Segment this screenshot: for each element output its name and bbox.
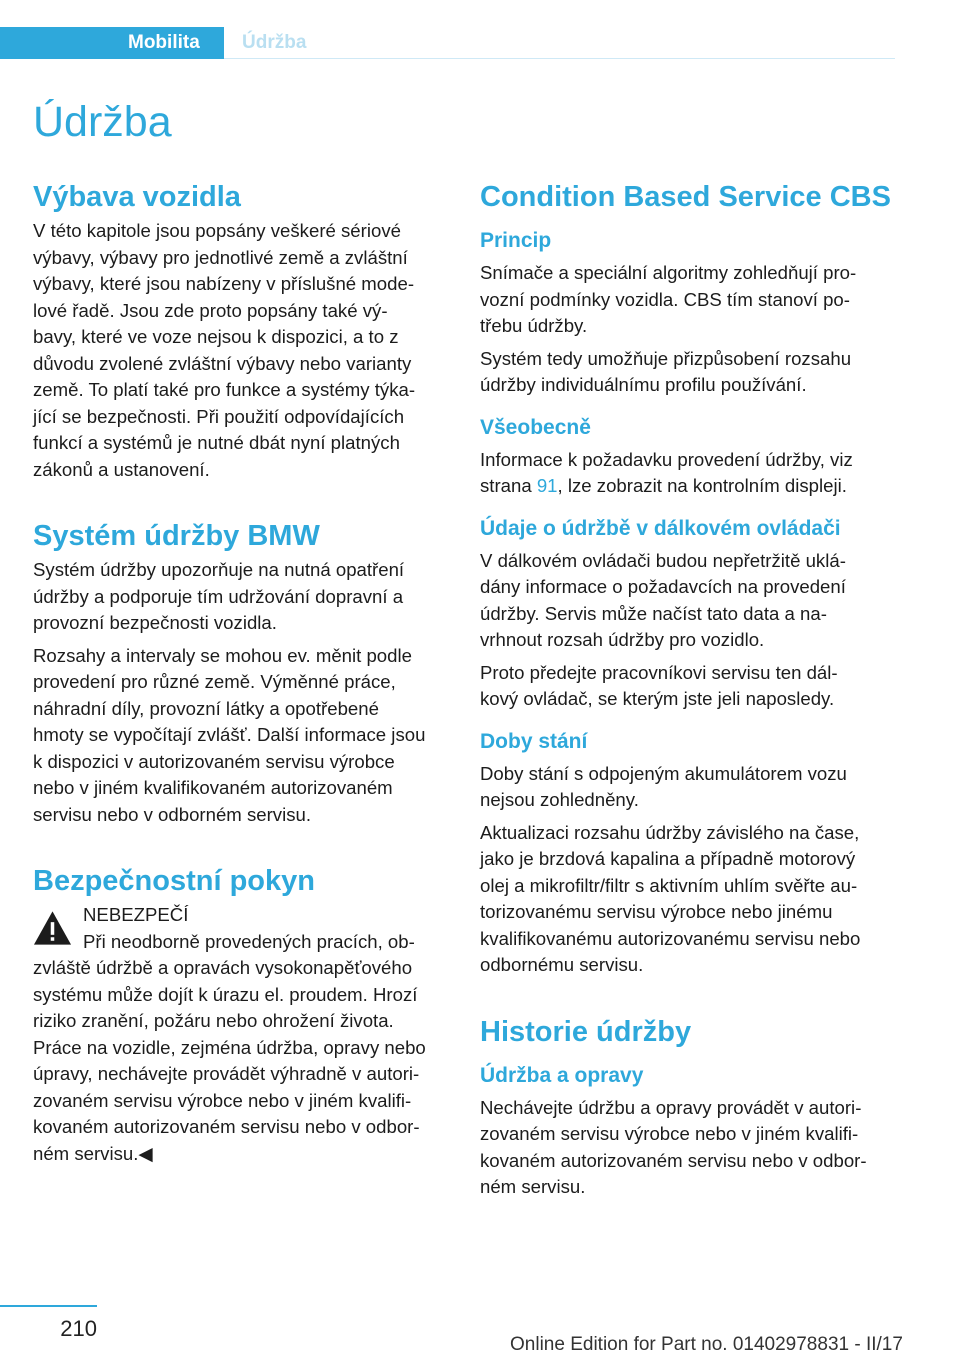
paragraph-doby-1 [480, 761, 895, 814]
text-line: riziko zranění, požáru nebo ohrožení života. [33, 1010, 394, 1031]
text-line: ném servisu. [480, 1176, 586, 1197]
text-line: kovaném autorizovaném servisu nebo v odbor‐ [480, 1149, 867, 1171]
text-line: zovaném servisu výrobce nebo v jiném kvalifi‐ [480, 1123, 859, 1144]
paragraph-vybava-vozidla [33, 218, 448, 483]
text-line: Rozsahy a intervaly se mohou ev. měnit podle [33, 644, 412, 666]
text-line: jící se bezpečnosti. Při použití odpovídajících [33, 405, 405, 427]
text-line: výbavy, které jsou nabízeny v příslušné mode‐ [33, 273, 415, 294]
warning-text [33, 955, 448, 1167]
text-line: funkcí a systémů je nutné dbát nyní platných [33, 432, 400, 453]
page-number: 210 [60, 1316, 97, 1341]
text-line: jako je brzdová kapalina a případně motorový [480, 848, 856, 869]
text-line: ném servisu.◀ [33, 1142, 153, 1164]
text-line: lové řadě. Jsou zde proto popsány také vý‐ [33, 299, 388, 321]
text-line: Systém údržby upozorňuje na nutná opatření [33, 559, 405, 580]
left-column [33, 182, 448, 1167]
paragraph-princip-2 [480, 346, 895, 399]
text-line: zákonů a ustanovení. [33, 458, 210, 480]
heading-vybava-vozidla: Výbava vozidla [33, 181, 241, 213]
text-line: strana [480, 475, 537, 496]
text-line: kovaném autorizovaném servisu nebo v odbor‐ [33, 1116, 420, 1137]
text-line: systému může dojít k úrazu el. proudem. Hrozí [33, 983, 418, 1005]
paragraph-system-udrzby-2 [33, 643, 448, 829]
paragraph-vseobecne [480, 447, 895, 500]
text-line: údržby individuálnímu profilu používání. [480, 374, 807, 395]
header-rule [224, 58, 895, 59]
text-line: kvalifikovanému autorizovanému servisu nebo [480, 927, 861, 949]
heading-system-udrzby: Systém údržby BMW [33, 520, 320, 552]
right-column [480, 182, 895, 1201]
warning-text-first-line: Při neodborně provedených pracích, ob‐ [83, 930, 415, 952]
text-line: Systém tedy umožňuje přizpůsobení rozsahu [480, 347, 852, 369]
text-line: Proto předejte pracovníkovi servisu ten dál‐ [480, 661, 838, 683]
text-line: Práce na vozidle, zejména údržba, opravy nebo [33, 1036, 426, 1058]
text-line: torizovanému servisu výrobce nebo jinému [480, 901, 833, 922]
heading-historie-udrzby: Historie údržby [480, 1015, 692, 1048]
text-line: důvodu zvolené zvláštní výbavy nebo varianty [33, 352, 412, 374]
text-line: olej a mikrofiltr/filtr s aktivním uhlím svěřte au‐ [480, 874, 858, 896]
text-line: údržby. Servis může načíst tato data a na‐ [480, 602, 827, 624]
paragraph-udaje-2 [480, 660, 895, 713]
paragraph-udaje-1 [480, 548, 895, 654]
heading-cbs: Condition Based Service CBS [480, 181, 891, 213]
text-line: V této kapitole jsou popsány veškeré sériové [33, 220, 401, 241]
text-line: provozní bezpečnosti vozidla. [33, 612, 277, 633]
heading-udaje-o-udrzbe: Údaje o údržbě v dálkovém ovládači [480, 516, 841, 540]
text-line: Doby stání s odpojeným akumulátorem vozu [480, 762, 847, 784]
text-line: odbornému servisu. [480, 954, 644, 975]
breadcrumb-section[interactable]: Údržba [242, 32, 307, 53]
text-line: nebo v jiném kvalifikovaném autorizovaném [33, 777, 393, 798]
paragraph-system-udrzby-1 [33, 557, 448, 637]
text-line: V dálkovém ovládači budou nepřetržitě uklá‐ [480, 549, 846, 571]
text-line: , lze zobrazit na kontrolním displeji. [557, 475, 847, 496]
text-line: Nechávejte údržbu a opravy provádět v autori‐ [480, 1096, 862, 1118]
footer-rule [0, 1305, 97, 1307]
text-line: zovaném servisu výrobce nebo v jiném kvalifi‐ [33, 1089, 412, 1111]
text-line: země. To platí také pro funkce a systémy týka‐ [33, 379, 416, 400]
text-line: provedení pro různé země. Výměnné práce, [33, 671, 396, 692]
text-line: kový ovládač, se kterým jste jeli naposledy. [480, 688, 835, 709]
paragraph-udrzba-a-opravy [480, 1095, 895, 1201]
text-line: zvláště údržbě a opravách vysokonapěťového [33, 957, 413, 978]
heading-doby-stani: Doby stání [480, 729, 588, 753]
text-line: k dispozici v autorizovaném servisu výrobce [33, 750, 395, 772]
text-line: servisu nebo v odborném servisu. [33, 803, 312, 825]
header-band [0, 27, 895, 59]
warning-triangle-icon [33, 910, 72, 946]
heading-bezpecnostni-pokyn: Bezpečnostní pokyn [33, 865, 315, 897]
text-line: hmoty se vypočítají zvlášť. Další informace jsou [33, 724, 426, 745]
text-line: vozní podmínky vozidla. CBS tím stanoví po‐ [480, 288, 850, 310]
text-line: Informace k požadavku provedení údržby, viz [480, 448, 853, 470]
footer-edition: Online Edition for Part no. 01402978831 - II/17 [510, 1334, 903, 1355]
text-line: Aktualizaci rozsahu údržby závislého na čase, [480, 821, 860, 843]
heading-udrzba-a-opravy: Údržba a opravy [480, 1063, 644, 1087]
heading-vseobecne: Všeobecně [480, 415, 591, 439]
text-line: údržby a podporuje tím udržování dopravní a [33, 585, 404, 607]
page-title: Údržba [33, 98, 172, 146]
text-line: výbavy, výbavy pro jednotlivé země a zvláštní [33, 246, 408, 268]
text-line: vrhnout rozsah údržby pro vozidlo. [480, 629, 765, 650]
text-line: třebu údržby. [480, 315, 588, 336]
text-line: nejsou zohledněny. [480, 789, 639, 810]
warning-title: NEBEZPEČÍ [83, 904, 189, 925]
text-line: bavy, které ve voze nejsou k dispozici, a to z [33, 326, 399, 347]
page-reference-link[interactable]: 91 [536, 475, 558, 496]
warning-block [33, 902, 448, 955]
heading-princip: Princip [480, 229, 552, 252]
paragraph-doby-2 [480, 820, 895, 979]
text-line: úpravy, nechávejte provádět výhradně v autori‐ [33, 1063, 420, 1084]
text-line: náhradní díly, provozní látky a opotřebené [33, 697, 379, 719]
breadcrumb-chapter[interactable]: Mobilita [128, 32, 200, 53]
text-line: dány informace o požadavcích na provedení [480, 576, 846, 597]
paragraph-princip-1 [480, 260, 895, 340]
text-line: Snímače a speciální algoritmy zohledňují pro‐ [480, 262, 857, 283]
